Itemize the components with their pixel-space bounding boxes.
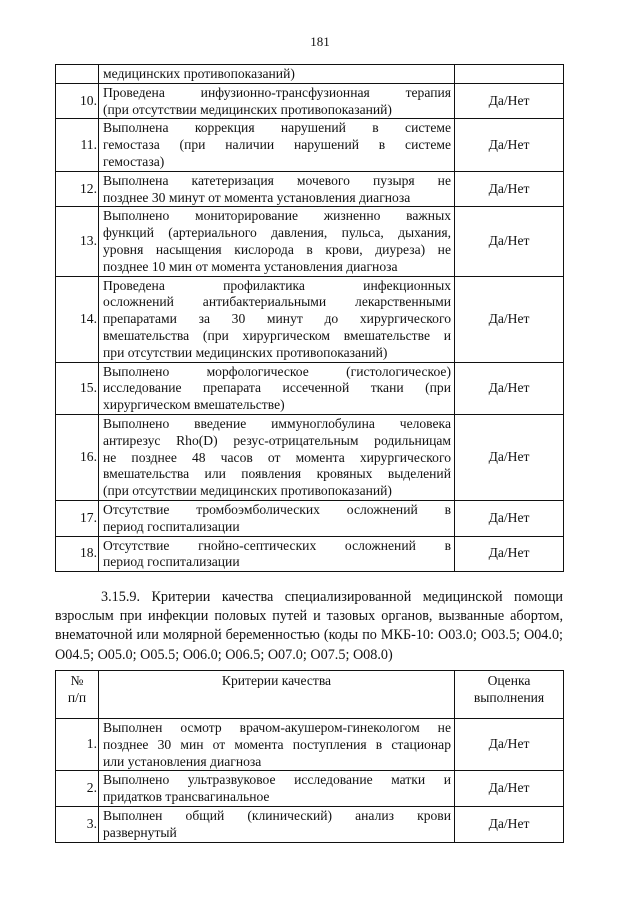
criterion-line: осложнений антибактериальными лекарственными bbox=[103, 294, 451, 310]
criterion-line: Выполнено мониторирование жизненно важных bbox=[103, 208, 451, 224]
criterion-line: функций (артериального давления, пульса, дыхания, bbox=[103, 225, 451, 241]
criterion-text bbox=[99, 806, 455, 842]
criterion-text bbox=[99, 171, 455, 207]
quality-criteria-table-continued bbox=[55, 64, 564, 572]
criterion-text bbox=[99, 362, 455, 414]
criterion-line: Проведена инфузионно-трансфузионная терапия bbox=[103, 84, 451, 100]
table-row bbox=[56, 362, 564, 414]
criterion-line: Проведена профилактика инфекционных bbox=[103, 277, 451, 293]
assessment-value: Да/Нет bbox=[455, 276, 564, 362]
criterion-line: при отсутствии медицинских противопоказаний) bbox=[103, 344, 388, 360]
table-row bbox=[56, 119, 564, 171]
criterion-line: хирургическом вмешательстве) bbox=[103, 397, 285, 413]
assessment-value: Да/Нет bbox=[455, 362, 564, 414]
criterion-line: (при отсутствии медицинских противопоказаний) bbox=[103, 101, 392, 117]
criterion-line: позднее 30 минут от момента установления диагноза bbox=[103, 189, 411, 205]
criterion-line: уровня насыщения кислорода в крови, диуреза) не bbox=[103, 241, 451, 257]
assessment-value: Да/Нет bbox=[455, 119, 564, 171]
criterion-line: вмешательства (при хирургическом вмешательстве и bbox=[103, 327, 451, 343]
table-header-row bbox=[56, 671, 564, 719]
table1-body bbox=[56, 65, 564, 572]
criterion-text bbox=[99, 500, 455, 536]
criterion-line: Отсутствие тромбоэмболических осложнений в bbox=[103, 501, 451, 517]
row-number: 16. bbox=[56, 414, 99, 500]
criterion-line: Выполнено ультразвуковое исследование матки и bbox=[103, 772, 451, 788]
criterion-line: позднее 10 мин от момента установления диагноза bbox=[103, 258, 398, 274]
criterion-line: не позднее 48 часов от момента хирургического bbox=[103, 449, 451, 465]
criterion-text bbox=[99, 536, 455, 572]
assessment-value: Да/Нет bbox=[455, 719, 564, 771]
column-header-number: № п/п bbox=[56, 671, 99, 719]
criterion-line: Выполнено морфологическое (гистологическое) bbox=[103, 363, 451, 379]
table-row bbox=[56, 207, 564, 276]
row-number: 2. bbox=[56, 771, 99, 807]
row-number bbox=[56, 65, 99, 84]
row-number: 3. bbox=[56, 806, 99, 842]
table-row bbox=[56, 414, 564, 500]
criterion-line: гемостаза) bbox=[103, 153, 165, 169]
row-number: 12. bbox=[56, 171, 99, 207]
criterion-line: придатков трансвагинальное bbox=[103, 789, 270, 805]
row-number: 15. bbox=[56, 362, 99, 414]
criterion-text bbox=[99, 65, 455, 84]
criterion-line: или установления диагноза bbox=[103, 753, 262, 769]
table-row bbox=[56, 65, 564, 84]
row-number: 17. bbox=[56, 500, 99, 536]
row-number: 11. bbox=[56, 119, 99, 171]
column-header-criteria: Критерии качества bbox=[99, 671, 455, 719]
table2-body bbox=[56, 719, 564, 843]
criterion-text bbox=[99, 119, 455, 171]
criterion-text bbox=[99, 207, 455, 276]
criterion-line: Выполнен общий (клинический) анализ крови bbox=[103, 807, 451, 823]
criterion-line: Выполнен осмотр врачом-акушером-гинекологом не bbox=[103, 720, 451, 735]
criterion-line: Выполнена коррекция нарушений в системе bbox=[103, 120, 451, 136]
criterion-line: гемостаза (при наличии нарушений в системе bbox=[103, 137, 451, 153]
criterion-line: период госпитализации bbox=[103, 518, 240, 534]
criterion-line: антирезус Rho(D) резус-отрицательным родильницам bbox=[103, 432, 451, 448]
criterion-line: Выполнена катетеризация мочевого пузыря не bbox=[103, 172, 451, 188]
criterion-text bbox=[99, 414, 455, 500]
criterion-text bbox=[99, 83, 455, 119]
column-header-result: Оценка выполнения bbox=[455, 671, 564, 719]
assessment-value: Да/Нет bbox=[455, 83, 564, 119]
criterion-line: медицинских противопоказаний) bbox=[103, 66, 295, 81]
assessment-value: Да/Нет bbox=[455, 771, 564, 807]
criterion-line: период госпитализации bbox=[103, 554, 240, 570]
row-number: 18. bbox=[56, 536, 99, 572]
page-number: 181 bbox=[310, 34, 330, 49]
row-number: 13. bbox=[56, 207, 99, 276]
table-row bbox=[56, 83, 564, 119]
table-row bbox=[56, 276, 564, 362]
table-row bbox=[56, 171, 564, 207]
criterion-line: препаратами за 30 минут до хирургического bbox=[103, 311, 451, 327]
table-row bbox=[56, 719, 564, 771]
table-row bbox=[56, 771, 564, 807]
table-row bbox=[56, 536, 564, 572]
assessment-value: Да/Нет bbox=[455, 806, 564, 842]
assessment-value: Да/Нет bbox=[455, 414, 564, 500]
row-number: 10. bbox=[56, 83, 99, 119]
assessment-value: Да/Нет bbox=[455, 500, 564, 536]
table-row bbox=[56, 806, 564, 842]
criterion-text bbox=[99, 719, 455, 771]
assessment-value: Да/Нет bbox=[455, 207, 564, 276]
criterion-line: исследование препарата иссеченной ткани (при bbox=[103, 380, 451, 396]
criterion-text bbox=[99, 276, 455, 362]
criterion-line: позднее 30 мин от момента поступления в стационар bbox=[103, 736, 451, 752]
table-row bbox=[56, 500, 564, 536]
section-heading: 3.15.9. Критерии качества специализированной медицинской помощи взрослым при инфекции половых путей и тазовых органов, вызванные абортом, внематочной или молярной беременностью (коды по МКБ-10: O03.0; O03.5; O04.0; O04.5; O05.0; O05.5; O06.0; O06.5; O07.0; O07.5; O08.0) bbox=[55, 589, 563, 663]
criterion-text bbox=[99, 771, 455, 807]
criterion-line: (при отсутствии медицинских противопоказаний) bbox=[103, 483, 392, 499]
criterion-line: вмешательства или появления кровяных выделений bbox=[103, 466, 451, 482]
criterion-line: Выполнено введение иммуноглобулина человека bbox=[103, 415, 451, 431]
criterion-line: развернутый bbox=[103, 824, 177, 840]
row-number: 1. bbox=[56, 719, 99, 771]
criterion-line: Отсутствие гнойно-септических осложнений в bbox=[103, 537, 451, 553]
quality-criteria-table bbox=[55, 670, 564, 843]
assessment-value: Да/Нет bbox=[455, 171, 564, 207]
row-number: 14. bbox=[56, 276, 99, 362]
assessment-value: Да/Нет bbox=[455, 536, 564, 572]
assessment-value bbox=[455, 65, 564, 84]
